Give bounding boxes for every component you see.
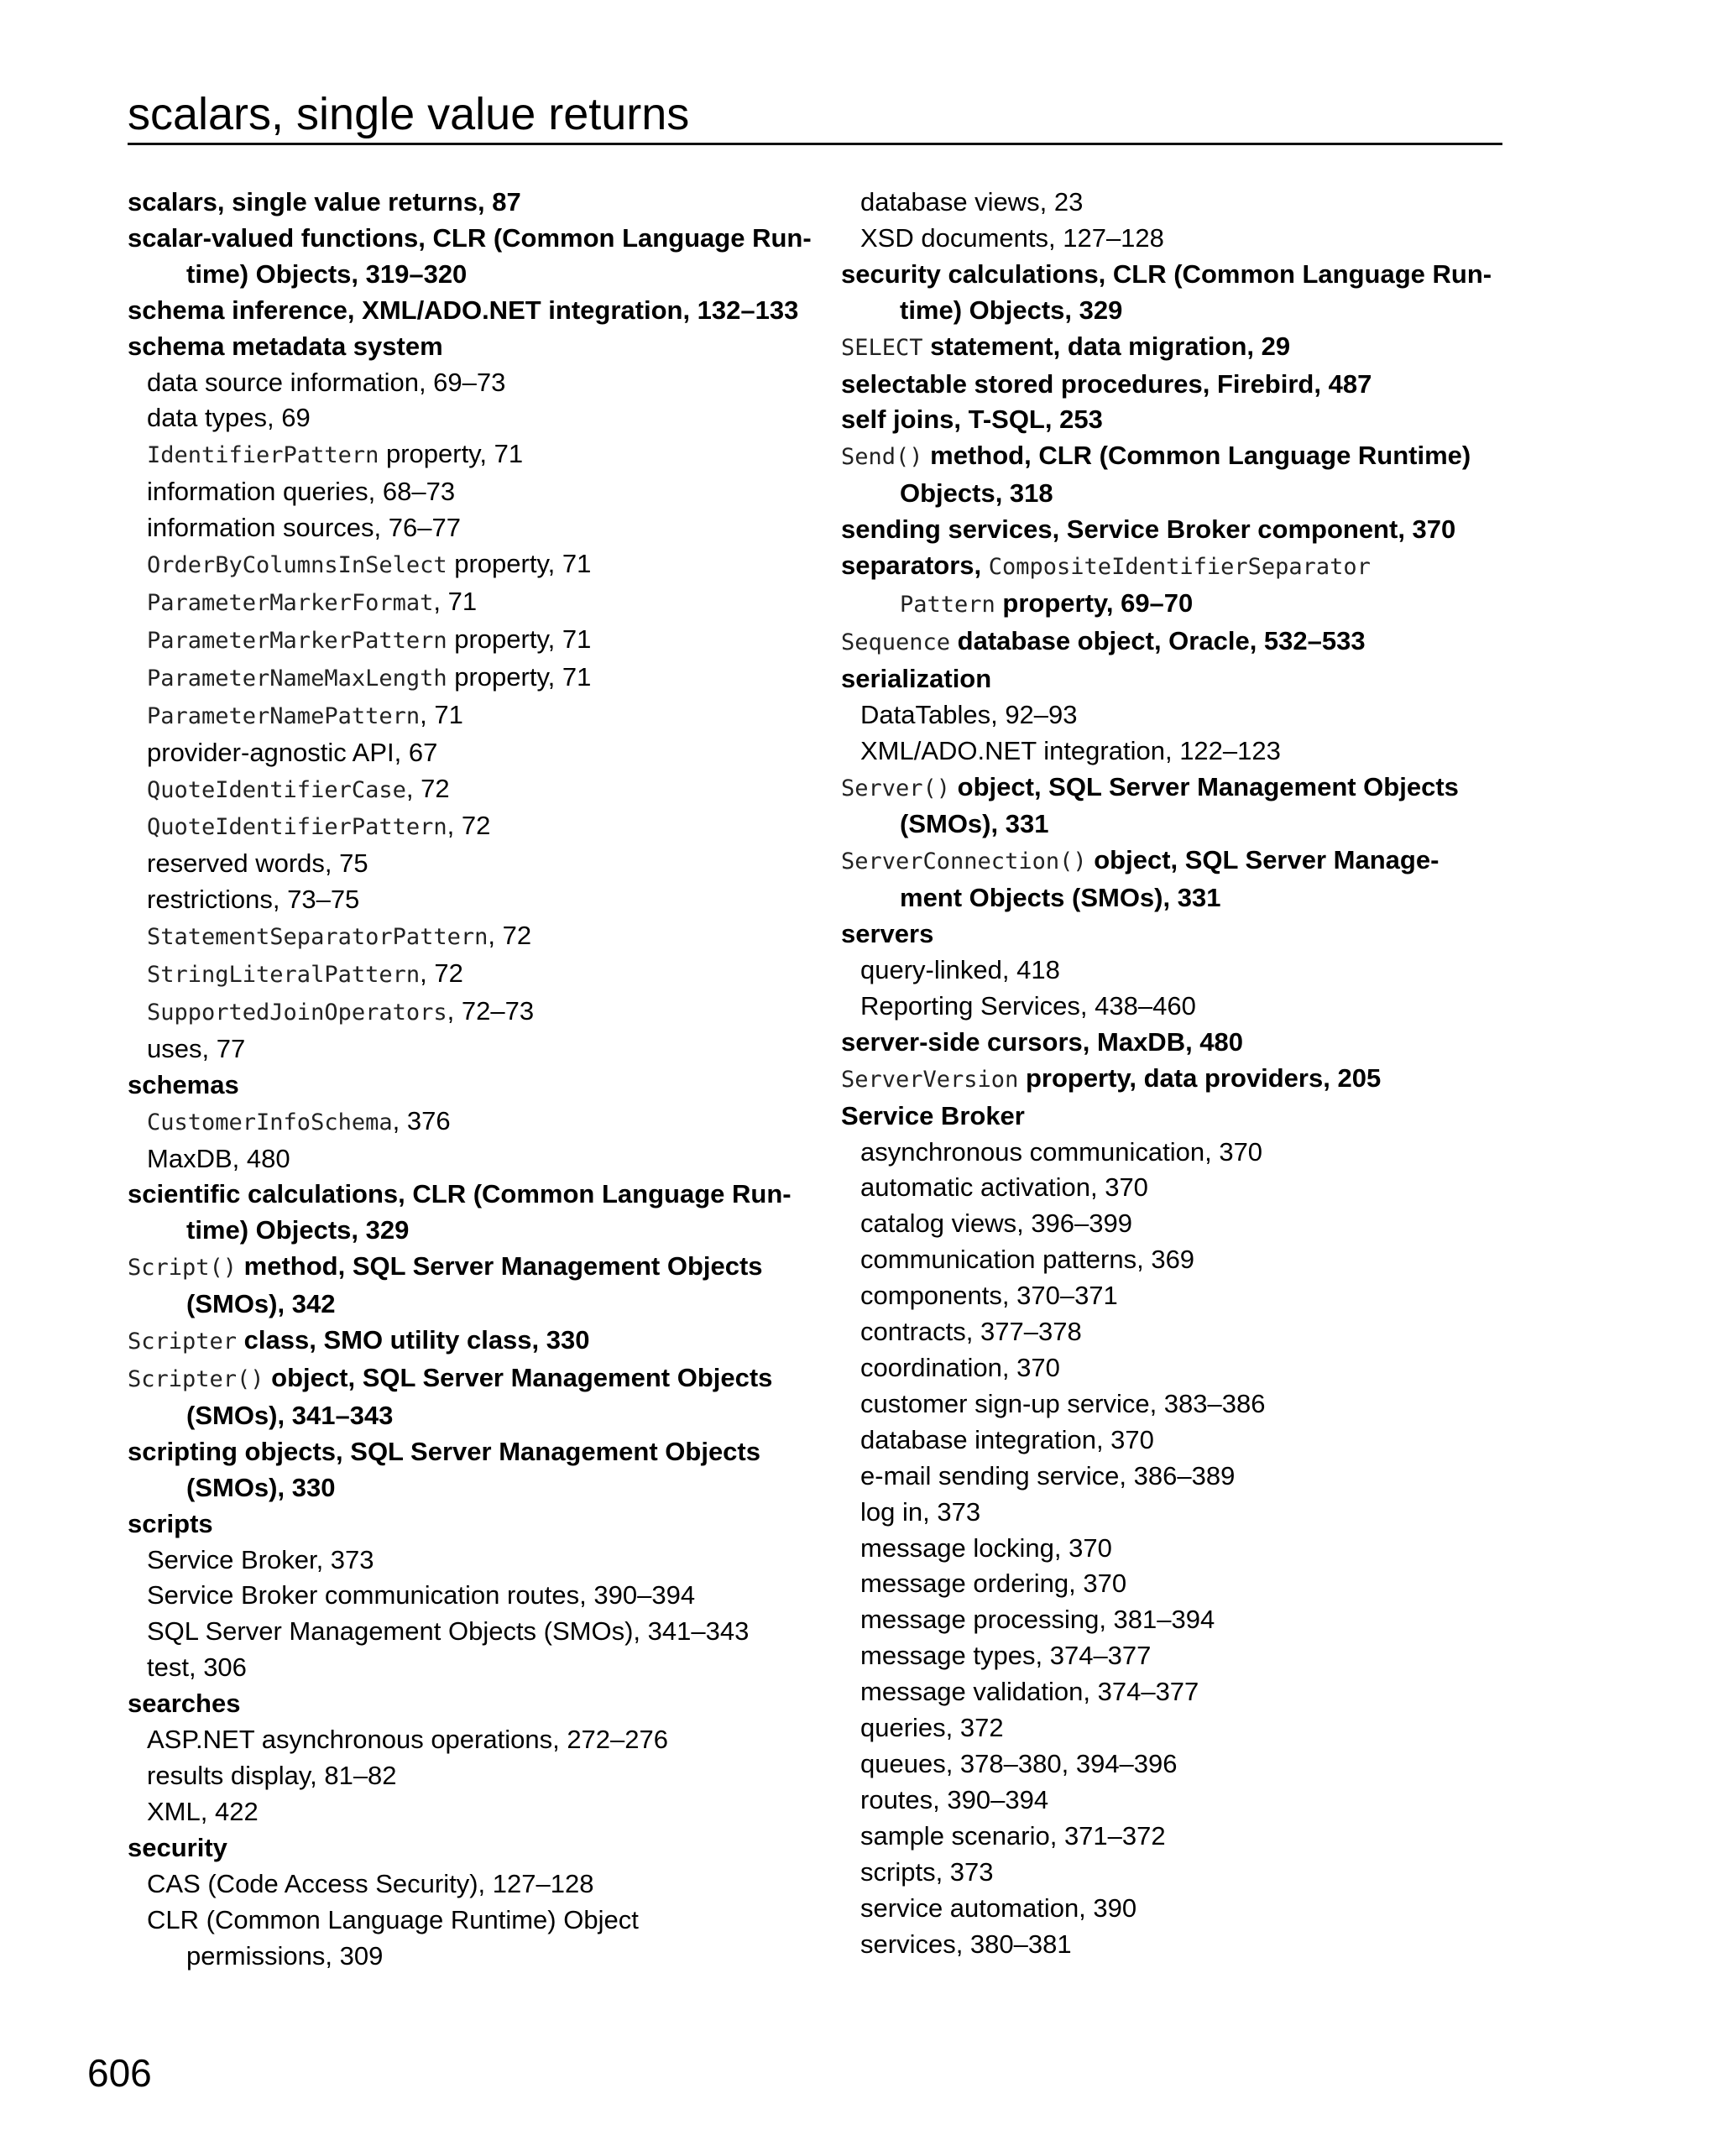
index-sub-entry [841,1242,1513,1278]
code-term: QuoteIdentifierCase [147,776,406,803]
index-sub-entry [128,1758,799,1794]
entry-text: property, 71 [379,439,524,469]
index-main-entry [128,1470,799,1506]
entry-text: method, SQL Server Management Objects [237,1251,763,1282]
index-sub-entry [128,622,799,660]
entry-text: database views, 23 [860,187,1084,217]
index-main-entry [841,586,1513,624]
index-sub-entry [128,918,799,956]
index-sub-entry [841,1638,1513,1674]
entry-text: data types, 69 [147,403,311,433]
entry-text: queries, 372 [860,1713,1004,1743]
index-main-entry [128,329,799,365]
entry-text: object, SQL Server Management Objects [264,1363,773,1392]
entry-text: separators, [841,551,989,581]
entry-text: Service Broker communication routes, 390–394 [147,1580,696,1610]
index-main-entry [841,329,1513,367]
code-term: ServerConnection() [841,848,1087,875]
index-sub-entry [128,474,799,510]
index-main-entry [841,476,1513,512]
entry-text: , 72 [405,773,450,803]
entry-text: service automation, 390 [860,1892,1137,1923]
index-main-entry [841,548,1513,586]
index-main-entry [128,1398,799,1434]
entry-text: , 72 [488,921,532,951]
index-main-entry [841,512,1513,548]
index-sub-entry [128,365,799,401]
entry-text: object, SQL Server Management Objects [950,771,1459,801]
index-sub-entry [841,1206,1513,1242]
entry-text: DataTables, 92–93 [860,699,1078,729]
index-main-entry [128,1068,799,1104]
entry-text: sending services, Service Broker component, 370 [841,514,1456,545]
index-sub-entry [841,1170,1513,1206]
index-sub-entry [841,1459,1513,1495]
entry-text: ASP.NET asynchronous operations, 272–276 [147,1725,668,1755]
entry-text: asynchronous communication, 370 [860,1136,1263,1167]
entry-text: ment Objects (SMOs), 331 [900,883,1221,913]
index-sub-entry [128,1939,799,1975]
entry-text: security calculations, CLR (Common Language Run- [841,258,1492,289]
entry-text: log in, 373 [860,1496,981,1527]
index-main-entry [841,880,1513,916]
entry-text: (SMOs), 341–343 [186,1400,394,1430]
index-sub-entry [841,1278,1513,1314]
index-main-entry [128,1323,799,1360]
running-head: scalars, single value returns [128,89,690,139]
entry-text: scalar-valued functions, CLR (Common Language Run- [128,222,812,253]
index-sub-entry [128,735,799,771]
entry-text: test, 306 [147,1652,247,1683]
index-sub-entry [128,1614,799,1650]
code-term: ParameterNamePattern [147,702,421,729]
index-sub-entry [841,1819,1513,1855]
entry-text: time) Objects, 319–320 [186,258,468,289]
index-main-entry [128,1830,799,1866]
index-sub-entry [128,1578,799,1614]
index-main-entry [841,367,1513,403]
entry-text: message validation, 374–377 [860,1677,1199,1707]
entry-text: customer sign-up service, 383–386 [860,1388,1266,1418]
code-term: Sequence [841,629,951,655]
index-sub-entry [128,808,799,846]
index-sub-entry [841,1531,1513,1567]
entry-text: time) Objects, 329 [186,1215,410,1245]
entry-text: Objects, 318 [900,478,1053,509]
code-term: Send() [841,444,923,471]
entry-text: class, SMO utility class, 330 [237,1325,590,1355]
index-sub-entry [128,1722,799,1758]
code-term: StringLiteralPattern [147,962,421,989]
index-sub-entry [841,1314,1513,1350]
entry-text: , 71 [433,586,478,616]
entry-text: automatic activation, 370 [860,1172,1148,1203]
index-sub-entry [128,1866,799,1903]
entry-text: , 72 [420,958,463,989]
code-term: OrderByColumnsInSelect [147,552,447,579]
index-main-entry [841,257,1513,293]
entry-text: searches [128,1689,241,1719]
code-term: ServerVersion [841,1066,1019,1093]
entry-text: selectable stored procedures, Firebird, 487 [841,368,1372,399]
entry-text: components, 370–371 [860,1281,1118,1311]
index-sub-entry [128,846,799,882]
entry-text: database object, Oracle, 532–533 [950,625,1366,655]
entry-text: e-mail sending service, 386–389 [860,1460,1236,1490]
index-main-entry [841,770,1513,807]
entry-text: information sources, 76–77 [147,513,461,543]
entry-text: scripts [128,1508,213,1538]
index-main-entry [841,293,1513,329]
entry-text: serialization [841,663,992,693]
code-term: CustomerInfoSchema [147,1109,393,1135]
entry-text: contracts, 377–378 [860,1317,1082,1347]
index-main-entry [841,661,1513,697]
index-sub-entry [128,771,799,809]
index-sub-entry [128,546,799,584]
index-sub-entry [128,660,799,697]
index-sub-entry [841,1350,1513,1386]
entry-text: database integration, 370 [860,1424,1154,1454]
entry-text: XML, 422 [147,1796,259,1826]
index-sub-entry [841,1495,1513,1531]
index-main-entry [128,293,799,329]
entry-text: queues, 378–380, 394–396 [860,1748,1178,1778]
entry-text: schema metadata system [128,331,443,361]
index-sub-entry [841,989,1513,1025]
code-term: StatementSeparatorPattern [147,924,489,951]
index-main-entry [128,221,812,257]
index-sub-entry [128,1650,799,1686]
index-main-entry [128,1686,799,1722]
index-main-entry [841,1061,1513,1099]
index-sub-entry [841,953,1513,989]
entry-text: restrictions, 73–75 [147,885,360,915]
entry-text: CAS (Code Access Security), 127–128 [147,1868,594,1898]
entry-text: (SMOs), 331 [900,809,1049,839]
entry-text: services, 380–381 [860,1929,1072,1959]
entry-text: property, 69–70 [995,587,1194,618]
index-sub-entry [841,1891,1513,1927]
entry-text: message ordering, 370 [860,1569,1127,1599]
index-main-entry [841,1025,1513,1061]
index-sub-entry [128,1031,799,1068]
index-sub-entry [841,697,1513,733]
code-term: Scripter() [128,1366,264,1392]
code-term: Script() [128,1255,238,1282]
code-term: QuoteIdentifierPattern [147,814,447,841]
index-sub-entry [841,1423,1513,1459]
index-sub-entry [841,221,1513,257]
index-main-entry [841,843,1513,880]
entry-text: servers [841,919,934,949]
index-main-entry [128,1360,799,1398]
entry-text: (SMOs), 330 [186,1472,336,1502]
entry-text: catalog views, 396–399 [860,1209,1133,1239]
index-sub-entry [841,1566,1513,1602]
entry-text: , 72 [447,811,491,841]
index-main-entry [841,1099,1513,1135]
entry-text: property, 71 [447,624,592,654]
entry-text: message types, 374–377 [860,1641,1152,1671]
entry-text: schemas [128,1069,239,1099]
code-term: SupportedJoinOperators [147,999,447,1026]
entry-text: property, 71 [447,549,592,579]
entry-text: , 71 [420,699,463,729]
index-column-left [128,185,812,1974]
index-main-entry [128,1434,799,1470]
index-sub-entry [128,510,799,546]
index-main-entry [128,1213,799,1249]
index-sub-entry [841,733,1513,770]
code-term: ParameterNameMaxLength [147,665,447,692]
index-sub-entry [128,1543,799,1579]
index-main-entry [841,807,1513,843]
index-main-entry [128,1249,799,1287]
index-sub-entry [128,584,799,622]
entry-text: statement, data migration, 29 [922,331,1291,361]
index-sub-entry [128,1794,799,1830]
code-term: ParameterMarkerPattern [147,627,447,654]
entry-text: , 72–73 [447,995,535,1026]
entry-text: uses, 77 [147,1033,246,1063]
entry-text: (SMOs), 342 [186,1289,336,1319]
index-sub-entry [841,185,1513,221]
entry-text: communication patterns, 369 [860,1245,1195,1275]
header-rule [128,143,1502,145]
index-sub-entry [128,882,799,918]
index-main-entry [128,1177,799,1213]
index-sub-entry [128,1903,799,1939]
entry-text: scalars, single value returns, 87 [128,187,521,217]
entry-text: security [128,1832,227,1862]
index-sub-entry [841,1746,1513,1783]
entry-text: message processing, 381–394 [860,1605,1215,1635]
index-column-right [841,185,1513,1962]
code-term: Server() [841,775,951,801]
entry-text: object, SQL Server Manage- [1086,845,1439,875]
index-main-entry [841,402,1513,438]
entry-text: scripting objects, SQL Server Management Objects [128,1436,760,1466]
index-sub-entry [128,1141,799,1177]
index-sub-entry [128,400,799,436]
index-sub-entry [128,956,799,994]
index-main-entry [841,438,1513,476]
entry-text: Reporting Services, 438–460 [860,990,1196,1021]
index-sub-entry [841,1710,1513,1746]
entry-text: property, 71 [447,661,592,692]
index-main-entry [128,257,799,293]
entry-text: data source information, 69–73 [147,367,506,397]
index-sub-entry [841,1927,1513,1963]
entry-text: permissions, 309 [186,1940,384,1971]
entry-text: information queries, 68–73 [147,477,456,507]
code-term: Scripter [128,1329,238,1355]
entry-text: XML/ADO.NET integration, 122–123 [860,735,1281,765]
entry-text: CLR (Common Language Runtime) Object [147,1904,639,1934]
entry-text: routes, 390–394 [860,1784,1049,1814]
entry-text: SQL Server Management Objects (SMOs), 341–343 [147,1616,750,1647]
entry-text: method, CLR (Common Language Runtime) [922,441,1471,471]
index-sub-entry [128,1104,799,1141]
entry-text: property, data providers, 205 [1018,1062,1382,1093]
code-term: ParameterMarkerFormat [147,589,434,616]
entry-text: self joins, T-SQL, 253 [841,405,1103,435]
entry-text: time) Objects, 329 [900,295,1123,325]
entry-text: XSD documents, 127–128 [860,222,1164,253]
entry-text: provider-agnostic API, 67 [147,737,438,767]
entry-text: schema inference, XML/ADO.NET integration, 132–133 [128,295,799,325]
index-sub-entry [128,697,799,735]
index-sub-entry [128,436,799,474]
index-sub-entry [841,1602,1513,1638]
code-term: IdentifierPattern [147,442,379,469]
index-main-entry [128,1287,799,1323]
code-term: CompositeIdentifierSeparator [988,554,1371,581]
entry-text: results display, 81–82 [147,1760,397,1790]
code-term: Pattern [900,591,995,618]
entry-text: Service Broker [841,1100,1025,1130]
index-sub-entry [841,1135,1513,1171]
index-main-entry [128,185,799,221]
index-sub-entry [841,1855,1513,1891]
index-sub-entry [841,1783,1513,1819]
entry-text: coordination, 370 [860,1353,1060,1382]
entry-text: message locking, 370 [860,1532,1112,1563]
index-sub-entry [841,1674,1513,1710]
entry-text: reserved words, 75 [147,848,368,879]
index-main-entry [128,1506,799,1543]
page-number: 606 [87,2051,152,2095]
entry-text: scientific calculations, CLR (Common Language Run- [128,1179,792,1209]
entry-text: , 376 [392,1105,451,1135]
index-sub-entry [841,1386,1513,1423]
entry-text: scripts, 373 [860,1856,994,1887]
entry-text: sample scenario, 371–372 [860,1820,1166,1851]
entry-text: query-linked, 418 [860,955,1060,985]
index-main-entry [841,916,1513,953]
code-term: SELECT [841,334,923,361]
entry-text: MaxDB, 480 [147,1143,290,1173]
entry-text: server-side cursors, MaxDB, 480 [841,1026,1244,1057]
index-main-entry [841,624,1513,661]
index-sub-entry [128,994,799,1031]
entry-text: Service Broker, 373 [147,1544,374,1574]
